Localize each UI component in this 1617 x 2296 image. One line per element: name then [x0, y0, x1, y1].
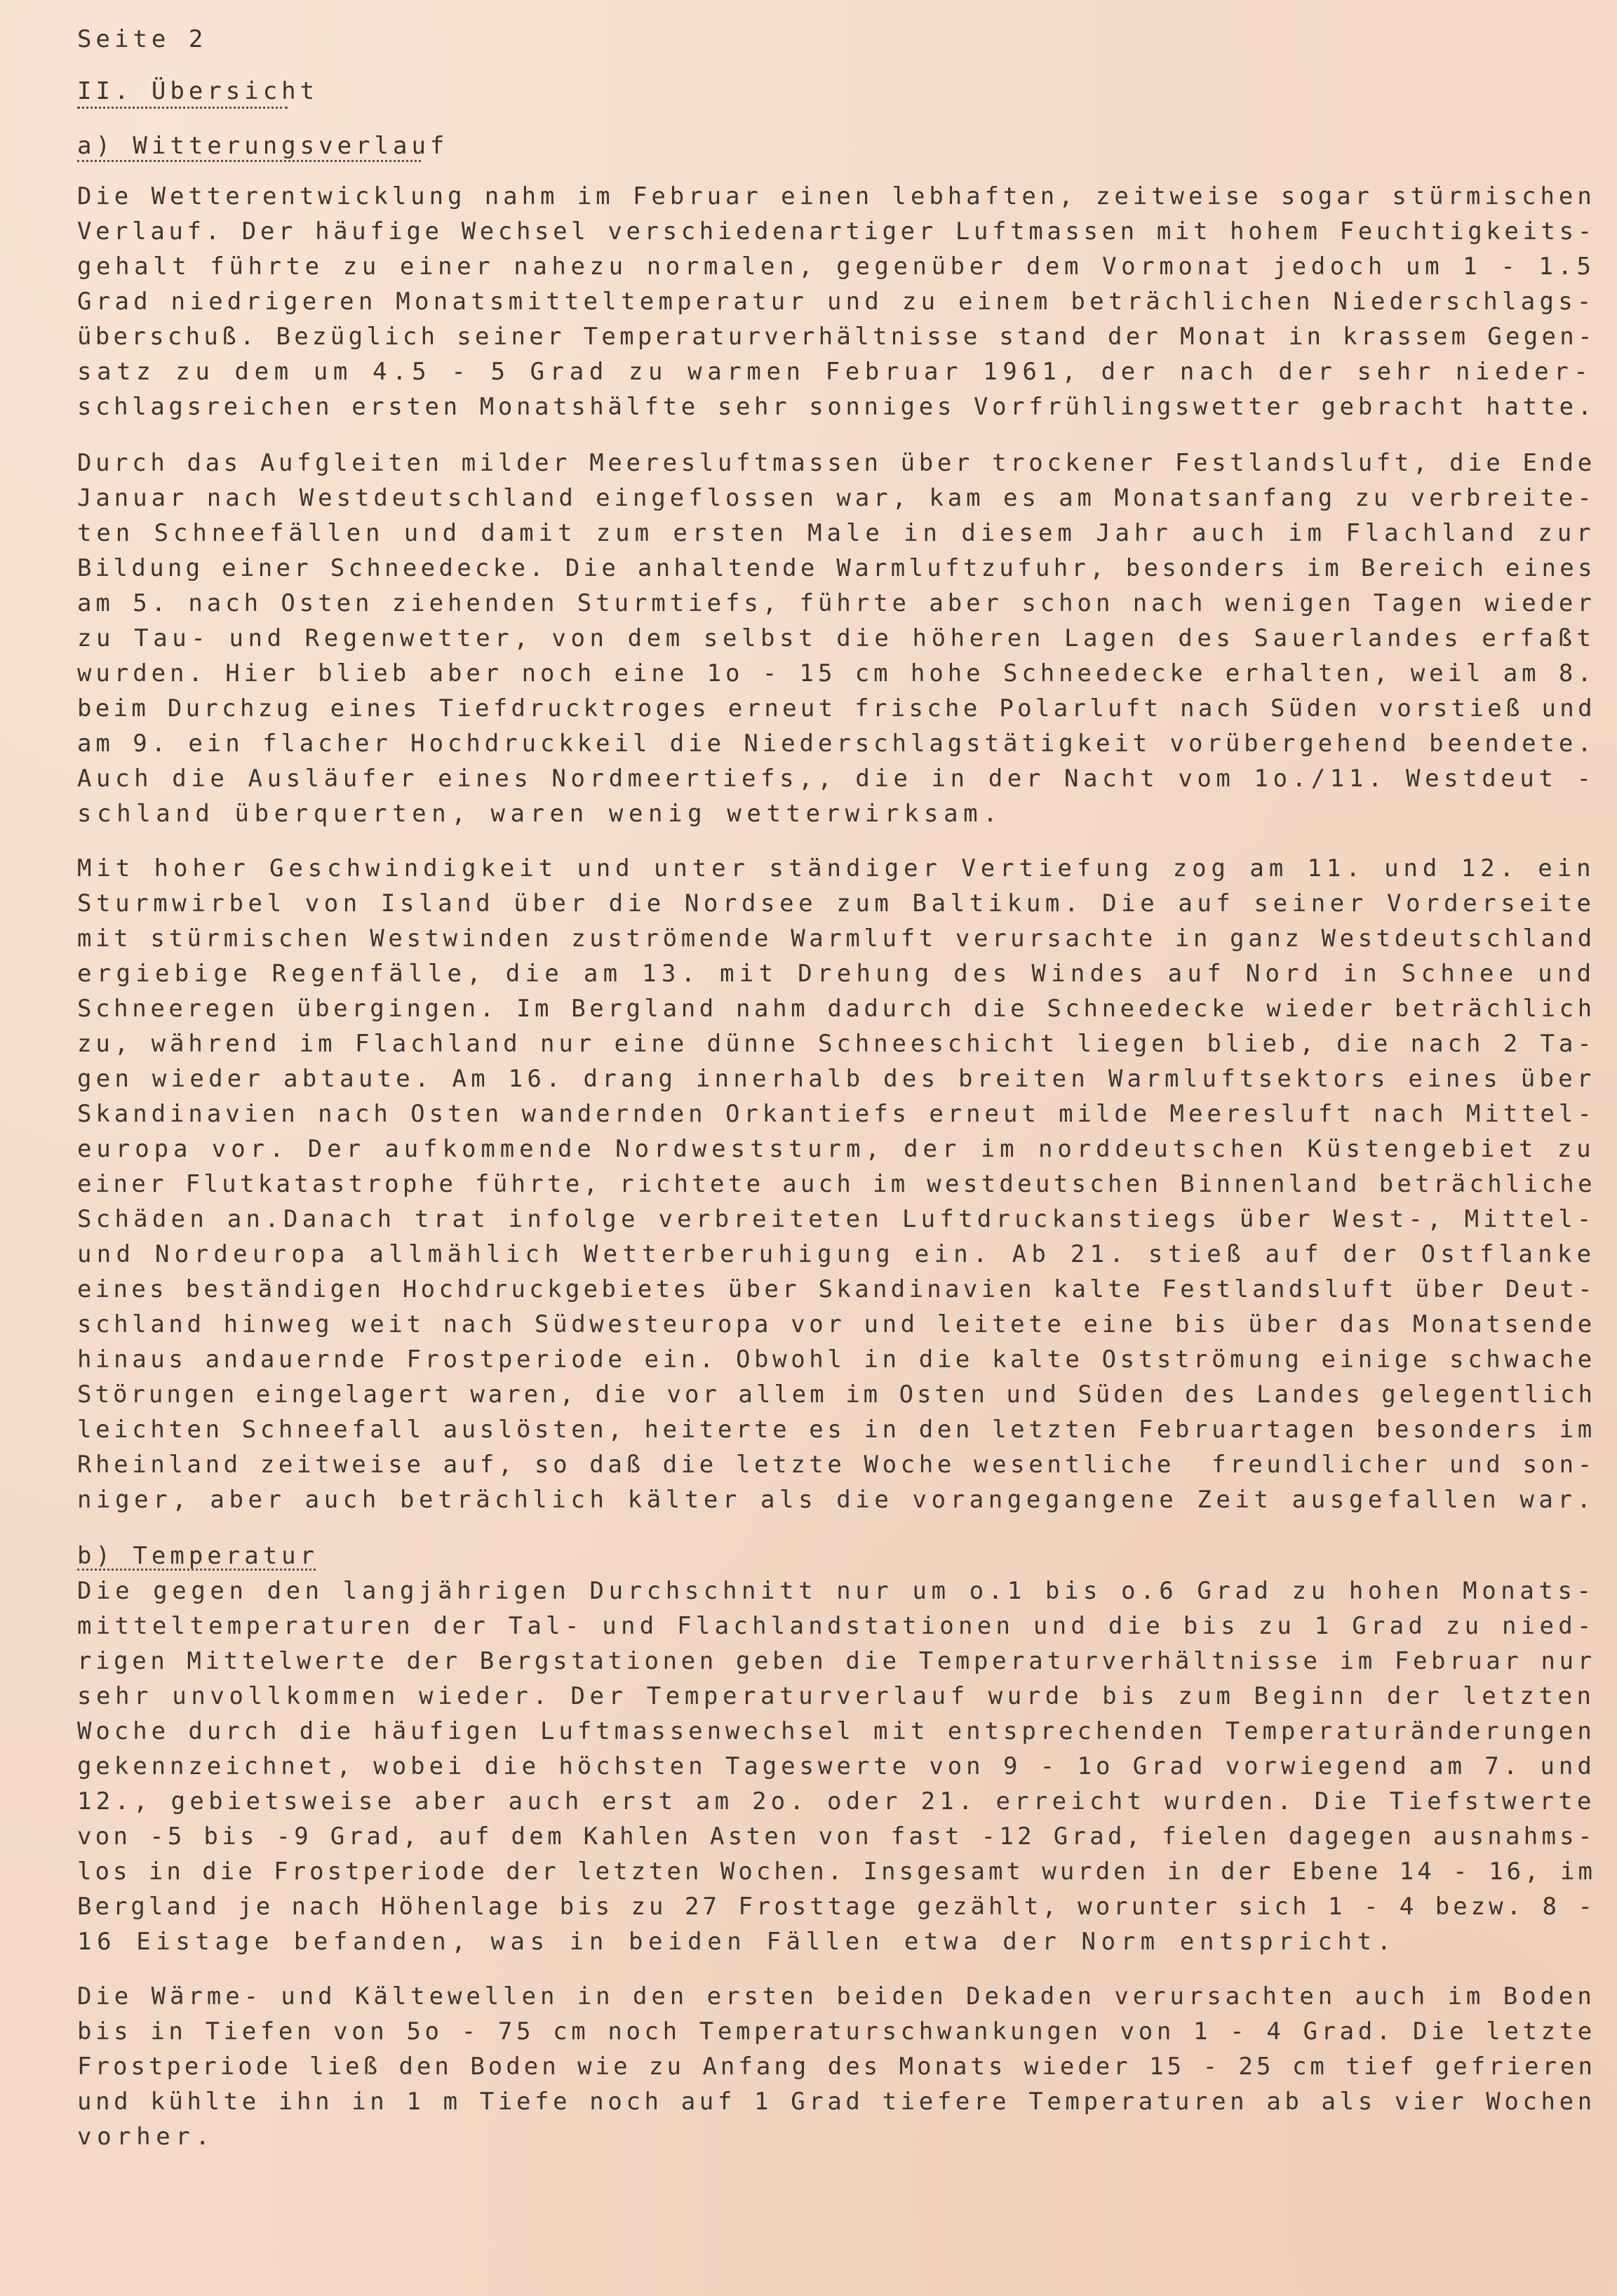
text-line: Verlauf. Der häufige Wechsel verschiedenartiger Luftmassen mit hohem Feuchtigkeits-	[77, 217, 1596, 246]
text-line: schlagsreichen ersten Monatshälfte sehr sonniges Vorfrühlingswetter gebracht hatte.	[77, 393, 1596, 421]
text-line: überschuß. Bezüglich seiner Temperaturverhältnisse stand der Monat in krassem Gegen-	[77, 323, 1596, 351]
text-line: schland hinweg weit nach Südwesteuropa vor und leitete eine bis über das Monatsende	[77, 1310, 1596, 1338]
text-line: mitteltemperaturen der Tal- und Flachlandstationen und die bis zu 1 Grad zu nied-	[77, 1612, 1596, 1640]
text-line: Mit hoher Geschwindigkeit und unter ständiger Vertiefung zog am 11. und 12. ein	[77, 854, 1596, 882]
text-line: ergiebige Regenfälle, die am 13. mit Drehung des Windes auf Nord in Schnee und	[77, 960, 1597, 988]
text-line: gen wieder abtaute. Am 16. drang innerhalb des breiten Warmluftsektors eines über	[77, 1065, 1596, 1093]
text-line: Auch die Ausläufer eines Nordmeertiefs,, die in der Nacht vom 1o./11. Westdeut -	[77, 765, 1596, 793]
text-line: los in die Frostperiode der letzten Wochen. Insgesamt wurden in der Ebene 14 - 16, im	[77, 1858, 1596, 1886]
text-line: sehr unvollkommen wieder. Der Temperaturverlauf wurde bis zum Beginn der letzten	[77, 1682, 1596, 1710]
text-line: Grad niedrigeren Monatsmitteltemperatur und zu einem beträchlichen Niederschlags-	[77, 288, 1596, 316]
text-line: mit stürmischen Westwinden zuströmende Warmluft verursachte in ganz Westdeutschland	[77, 925, 1596, 953]
text-line: satz zu dem um 4.5 - 5 Grad zu warmen Februar 1961, der nach der sehr nieder-	[77, 358, 1594, 386]
text-line: Die Wärme- und Kältewellen in den ersten beiden Dekaden verursachten auch im Boden	[77, 1982, 1596, 2010]
text-line: am 9. ein flacher Hochdruckkeil die Niederschlagstätigkeit vorübergehend beendete.	[77, 730, 1596, 758]
text-line: Sturmwirbel von Island über die Nordsee zum Baltikum. Die auf seiner Vorderseite	[77, 889, 1596, 918]
text-line: gehalt führte zu einer nahezu normalen, gegenüber dem Vormonat jedoch um 1 - 1.5	[77, 253, 1596, 281]
text-line: Bergland je nach Höhenlage bis zu 27 Frosttage gezählt, worunter sich 1 - 4 bezw. 8 -	[77, 1893, 1596, 1921]
text-line: Die gegen den langjährigen Durchschnitt nur um o.1 bis o.6 Grad zu hohen Monats-	[77, 1577, 1596, 1605]
text-line: wurden. Hier blieb aber noch eine 1o - 15 cm hohe Schneedecke erhalten, weil am 8.	[77, 659, 1596, 687]
text-line: Frostperiode ließ den Boden wie zu Anfang des Monats wieder 15 - 25 cm tief gefrieren	[77, 2053, 1596, 2081]
text-line: rigen Mittelwerte der Bergstationen geben die Temperaturverhältnisse im Februar nur	[77, 1647, 1596, 1675]
heading-temperatur-underline	[77, 1559, 316, 1571]
text-line: eines beständigen Hochdruckgebietes über Skandinavien kalte Festlandsluft über Deut-	[77, 1275, 1596, 1303]
text-line: beim Durchzug eines Tiefdrucktroges erneut frische Polarluft nach Süden vorstieß und	[77, 694, 1596, 723]
text-line: vorher.	[77, 2123, 215, 2151]
text-line: einer Flutkatastrophe führte, richtete auch im westdeutschen Binnenland beträchliche	[77, 1170, 1596, 1198]
text-line: von -5 bis -9 Grad, auf dem Kahlen Asten von fast -12 Grad, fielen dagegen ausnahms-	[77, 1822, 1596, 1851]
text-line: bis in Tiefen von 5o - 75 cm noch Temperaturschwankungen von 1 - 4 Grad. Die letzte	[77, 2018, 1596, 2046]
text-line: leichten Schneefall auslösten, heiterte es in den letzten Februartagen besonders im	[77, 1416, 1596, 1444]
text-line: Durch das Aufgleiten milder Meeresluftmassen über trockener Festlandsluft, die Ende	[77, 449, 1596, 477]
page-label: Seite 2	[77, 25, 208, 53]
text-line: am 5. nach Osten ziehenden Sturmtiefs, führte aber schon nach wenigen Tagen wieder	[77, 589, 1596, 617]
heading-witterungsverlauf: a) Witterungsverlauf	[77, 132, 449, 160]
text-line: Januar nach Westdeutschland eingeflossen war, kam es am Monatsanfang zu verbreite-	[77, 484, 1596, 512]
text-line: Störungen eingelagert waren, die vor allem im Osten und Süden des Landes gelegentlich	[77, 1381, 1596, 1409]
text-line: niger, aber auch beträchlich kälter als die vorangegangene Zeit ausgefallen war.	[77, 1486, 1596, 1514]
text-line: Rheinland zeitweise auf, so daß die letzte Woche wesentliche freundlicher und son-	[77, 1451, 1596, 1479]
text-line: Skandinavien nach Osten wandernden Orkantiefs erneut milde Meeresluft nach Mittel-	[77, 1100, 1596, 1128]
text-line: hinaus andauernde Frostperiode ein. Obwohl in die kalte Ostströmung einige schwache	[77, 1345, 1596, 1374]
text-line: und Nordeuropa allmählich Wetterberuhigung ein. Ab 21. stieß auf der Ostflanke	[77, 1240, 1597, 1268]
text-line: europa vor. Der aufkommende Nordweststurm, der im norddeutschen Küstengebiet zu	[77, 1135, 1596, 1163]
text-line: zu Tau- und Regenwetter, von dem selbst die höheren Lagen des Sauerlandes erfaßt	[77, 624, 1596, 652]
text-line: Schneeregen übergingen. Im Bergland nahm dadurch die Schneedecke wieder beträchlich	[77, 995, 1596, 1023]
text-line: Woche durch die häufigen Luftmassenwechsel mit entsprechenden Temperaturänderungen	[77, 1717, 1596, 1745]
text-line: gekennzeichnet, wobei die höchsten Tageswerte von 9 - 1o Grad vorwiegend am 7. und	[77, 1752, 1596, 1780]
text-line: Schäden an.Danach trat infolge verbreiteten Luftdruckanstiegs über West-, Mittel-	[77, 1205, 1596, 1233]
text-line: 12., gebietsweise aber auch erst am 2o. oder 21. erreicht wurden. Die Tiefstwerte	[77, 1787, 1596, 1815]
text-line: Die Wetterentwicklung nahm im Februar einen lebhaften, zeitweise sogar stürmischen	[77, 182, 1596, 210]
text-line: und kühlte ihn in 1 m Tiefe noch auf 1 Grad tiefere Temperaturen ab als vier Wochen	[77, 2088, 1596, 2116]
heading-temperatur: b) Temperatur	[77, 1542, 319, 1570]
text-line: zu, während im Flachland nur eine dünne Schneeschicht liegen blieb, die nach 2 Ta-	[77, 1030, 1596, 1058]
section-title-underline	[77, 97, 288, 109]
text-line: schland überquerten, waren wenig wetterwirksam.	[77, 800, 1003, 828]
text-line: Bildung einer Schneedecke. Die anhaltende Warmluftzufuhr, besonders im Bereich eines	[77, 554, 1596, 582]
text-line: ten Schneefällen und damit zum ersten Male in diesem Jahr auch im Flachland zur	[77, 519, 1596, 547]
section-title: II. Übersicht	[77, 77, 319, 105]
text-line: 16 Eistage befanden, was in beiden Fällen etwa der Norm entspricht.	[77, 1928, 1397, 1956]
heading-witterungsverlauf-underline	[77, 150, 421, 162]
